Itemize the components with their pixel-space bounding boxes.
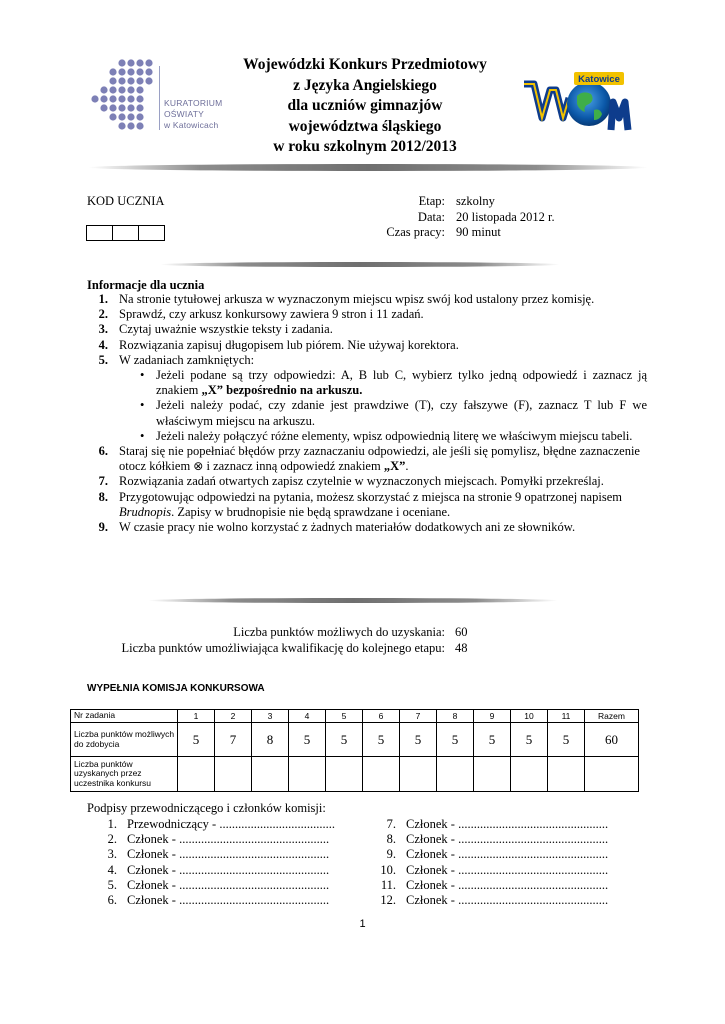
signatures-left: [87, 817, 335, 908]
table-header-cell: 3: [252, 710, 289, 723]
signature-text: Członek - ................................................: [127, 877, 330, 892]
list-item: [87, 338, 647, 353]
table-cell: 5: [548, 723, 585, 757]
signature-number: 9.: [386, 847, 396, 862]
table-input-cell[interactable]: [548, 757, 585, 792]
signature-number: 2.: [107, 832, 117, 847]
list-number: 3.: [98, 322, 108, 337]
signature-text: Członek - ................................................: [127, 862, 330, 877]
exam-detail-key: Etap:: [418, 194, 445, 208]
signature-line[interactable]: [87, 832, 335, 847]
table-cell: 5: [363, 723, 400, 757]
list-item: [87, 307, 647, 322]
list-number: 8.: [98, 489, 108, 504]
exam-details: [370, 194, 555, 241]
bullet-text: Jeżeli należy podać, czy zdanie jest prawdziwe (T), czy fałszywe (F), zaznacz T lub F we właściwym miejscu na arkuszu.: [156, 398, 647, 428]
list-text: Sprawdź, czy arkusz konkursowy zawiera 9 stron i 11 zadań.: [119, 307, 424, 322]
table-row: [71, 757, 639, 792]
bullet-text-bold: „X” bezpośrednio na arkuszu.: [201, 383, 363, 398]
exam-detail-key: Data:: [417, 209, 445, 224]
bullet-text: Jeżeli należy połączyć różne elementy, wpisz odpowiednią literę we właściwym miejscu tabeli.: [156, 428, 633, 443]
list-text: Rozwiązania zadań otwartych zapisz czytelnie w wyznaczonych miejscach. Pomyłki przekreślaj.: [119, 474, 604, 489]
signature-number: 8.: [386, 832, 396, 847]
signature-number: 3.: [107, 847, 117, 862]
table-row: [71, 710, 639, 723]
bullet-item: [140, 368, 647, 398]
table-header-cell: 5: [326, 710, 363, 723]
exam-detail-row: [370, 194, 555, 210]
title-line: z Języka Angielskiego: [293, 76, 437, 94]
table-header-cell: 1: [178, 710, 215, 723]
exam-detail-value: 20 listopada 2012 r.: [456, 209, 555, 224]
table-cell: 5: [474, 723, 511, 757]
signature-text: Przewodniczący - .....................................: [127, 817, 335, 831]
signature-line[interactable]: [87, 863, 335, 878]
list-text: Staraj się nie popełniać błędów przy zaznaczaniu odpowiedzi, ale jeśli się pomylisz, błędne zaznaczenie otocz kółkiem: [119, 444, 640, 474]
table-header-cell: Razem: [585, 710, 639, 723]
table-input-cell[interactable]: [400, 757, 437, 792]
page-number: 1: [359, 918, 366, 930]
committee-heading: WYPEŁNIA KOMISJA KONKURSOWA: [87, 683, 265, 694]
logo-text-line: w Katowicach: [164, 120, 219, 130]
title-line: województwa śląskiego: [288, 117, 442, 135]
points-table: [70, 709, 639, 792]
table-input-cell[interactable]: [178, 757, 215, 792]
bullet-icon: •: [140, 428, 145, 443]
points-summary: [90, 624, 468, 656]
exam-detail-row: [370, 225, 555, 241]
list-text: Czytaj uważnie wszystkie teksty i zadania.: [119, 322, 333, 337]
bullet-icon: •: [140, 398, 145, 413]
sub-bullets: [119, 368, 647, 444]
table-cell: 5: [400, 723, 437, 757]
table-header-cell: 9: [474, 710, 511, 723]
list-text: Na stronie tytułowej arkusza w wyznaczonym miejscu wpisz swój kod ustalony przez komisję.: [119, 292, 595, 306]
wom-logo-icon: [522, 68, 637, 148]
points-summary-label: Liczba punktów umożliwiająca kwalifikację do kolejnego etapu:: [121, 641, 445, 655]
signature-text: Członek - ................................................: [127, 847, 330, 862]
section-divider: [148, 598, 558, 603]
signature-number: 4.: [107, 862, 117, 877]
bullet-text: Jeżeli podane są trzy odpowiedzi: A, B lub C, wybierz tylko jedną odpowiedź i zaznacz ją znakiem: [156, 368, 647, 398]
signature-number: 6.: [107, 893, 117, 908]
list-text: W zadaniach zamkniętych:: [119, 352, 255, 367]
signature-number: 7.: [386, 817, 396, 831]
list-text: i zaznacz inną odpowiedź znakiem: [203, 459, 384, 474]
signature-line[interactable]: [366, 817, 608, 832]
signature-line[interactable]: [366, 863, 608, 878]
signature-text: Członek - ................................................: [406, 893, 609, 908]
header-divider: [88, 164, 648, 171]
signature-line[interactable]: [366, 847, 608, 862]
table-header-cell: 4: [289, 710, 326, 723]
table-row-label: Nr zadania: [71, 710, 178, 723]
points-summary-row: [90, 624, 468, 640]
list-item: [87, 520, 647, 535]
list-number: 5.: [98, 352, 108, 367]
title-line: w roku szkolnym 2012/2013: [273, 138, 457, 155]
page-title: [210, 55, 520, 158]
list-text-italic: Brudnopis: [119, 504, 172, 519]
bullet-item: [140, 398, 647, 428]
signature-text: Członek - ................................................: [406, 877, 609, 892]
list-text: Przygotowując odpowiedzi na pytania, możesz skorzystać z miejsca na stronie 9 opatrzonej napisem: [119, 489, 622, 504]
kuratorium-logo-dots-icon: [90, 58, 160, 134]
signature-number: 10.: [380, 862, 396, 877]
list-item: [87, 353, 647, 444]
list-number: 6.: [98, 444, 108, 459]
table-input-cell[interactable]: [289, 757, 326, 792]
table-input-cell[interactable]: [252, 757, 289, 792]
student-code-label: KOD UCZNIA: [87, 194, 165, 208]
points-summary-label: Liczba punktów możliwych do uzyskania:: [233, 625, 445, 639]
table-header-cell: 10: [511, 710, 548, 723]
bullet-icon: •: [140, 368, 145, 383]
signature-number: 5.: [107, 877, 117, 892]
list-item: [87, 292, 647, 307]
circled-x-icon: ⊗: [193, 459, 204, 474]
table-row: [71, 723, 639, 757]
list-number: 2.: [98, 307, 108, 322]
points-summary-value: 48: [455, 641, 468, 655]
list-text: W czasie pracy nie wolno korzystać z żadnych materiałów dodatkowych ani ze słowników.: [119, 520, 576, 535]
table-cell: 8: [252, 723, 289, 757]
signature-line[interactable]: [87, 817, 335, 832]
signature-line[interactable]: [87, 878, 335, 893]
student-code-boxes[interactable]: [87, 225, 165, 241]
signature-text: Członek - ................................................: [127, 832, 330, 847]
table-input-cell[interactable]: [363, 757, 400, 792]
signature-text: Członek - ................................................: [406, 847, 609, 862]
list-number: 1.: [98, 292, 108, 306]
points-summary-value: 60: [455, 625, 468, 639]
logo-text-line: KURATORIUM: [164, 98, 223, 108]
signature-line[interactable]: [87, 847, 335, 862]
student-code-box[interactable]: [138, 225, 165, 241]
table-cell: 60: [585, 723, 639, 757]
wom-logo-letters: WOM: [522, 68, 525, 69]
title-line: Wojewódzki Konkurs Przedmiotowy: [243, 56, 487, 73]
table-input-cell[interactable]: [474, 757, 511, 792]
table-cell: 5: [178, 723, 215, 757]
list-item: [87, 444, 647, 474]
table-header-cell: 2: [215, 710, 252, 723]
list-item: [87, 474, 647, 489]
signature-line[interactable]: [87, 893, 335, 908]
table-row-label: Liczba punktów możliwych do zdobycia: [71, 723, 178, 757]
exam-detail-row: [370, 210, 555, 226]
signature-text: Członek - ................................................: [406, 862, 609, 877]
signature-text: Członek - ................................................: [406, 817, 609, 831]
logo-divider: [159, 66, 160, 130]
list-text-bold: „X”: [383, 459, 406, 474]
signature-line[interactable]: [366, 878, 608, 893]
table-cell: 5: [289, 723, 326, 757]
table-row-label: Liczba punktów uzyskanych przez uczestnika konkursu: [71, 757, 178, 792]
table-input-cell[interactable]: [326, 757, 363, 792]
list-number: 7.: [98, 474, 108, 489]
signature-line[interactable]: [366, 832, 608, 847]
table-header-cell: 6: [363, 710, 400, 723]
table-input-cell[interactable]: [215, 757, 252, 792]
exam-detail-key: Czas pracy:: [386, 225, 445, 239]
table-input-cell[interactable]: [511, 757, 548, 792]
table-input-cell[interactable]: [585, 757, 639, 792]
signature-number: 1.: [107, 817, 117, 831]
wom-logo-city-text: Katowice: [578, 74, 620, 85]
table-header-cell: 7: [400, 710, 437, 723]
table-cell: 5: [326, 723, 363, 757]
logo-text-line: OŚWIATY: [164, 109, 204, 119]
signatures-heading: Podpisy przewodniczącego i członków komisji:: [87, 801, 326, 815]
instructions-list: [87, 292, 647, 535]
table-cell: 7: [215, 723, 252, 757]
table-header-cell: 11: [548, 710, 585, 723]
list-number: 9.: [98, 520, 108, 535]
section-divider: [160, 262, 560, 267]
table-header-cell: 8: [437, 710, 474, 723]
exam-detail-value: 90 minut: [456, 225, 501, 239]
student-code-box[interactable]: [86, 225, 113, 241]
signature-number: 12.: [380, 893, 396, 908]
list-text: Rozwiązania zapisuj długopisem lub piórem. Nie używaj korektora.: [119, 337, 459, 352]
exam-detail-value: szkolny: [456, 194, 495, 208]
table-cell: 5: [437, 723, 474, 757]
signature-text: Członek - ................................................: [406, 832, 609, 847]
signature-number: 11.: [380, 877, 396, 892]
signature-text: Członek - ................................................: [127, 893, 330, 908]
list-number: 4.: [98, 337, 108, 352]
table-input-cell[interactable]: [437, 757, 474, 792]
list-item: [87, 490, 647, 520]
list-text: . Zapisy w brudnopisie nie będą sprawdzane i oceniane.: [171, 504, 451, 519]
points-summary-row: [90, 640, 468, 656]
list-text: .: [405, 459, 409, 474]
list-item: [87, 322, 647, 337]
title-line: dla uczniów gimnazjów: [287, 97, 443, 114]
table-cell: 5: [511, 723, 548, 757]
bullet-item: [140, 429, 647, 444]
student-code-box[interactable]: [112, 225, 139, 241]
instructions-heading: Informacje dla ucznia: [87, 278, 205, 292]
signatures-right: [366, 817, 608, 908]
signature-line[interactable]: [366, 893, 608, 908]
